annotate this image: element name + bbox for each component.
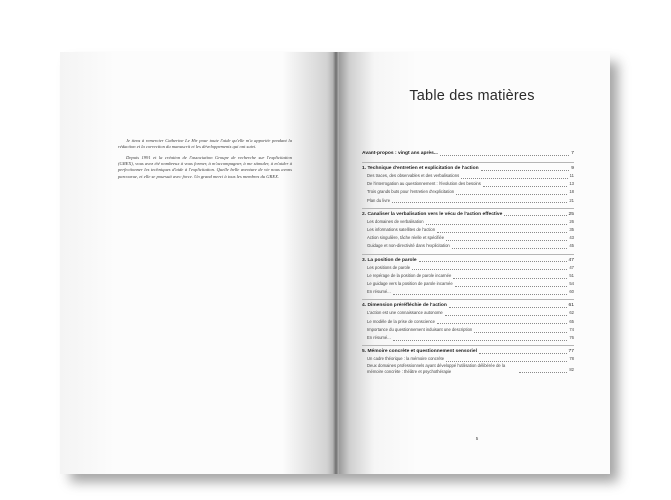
leader-dots (504, 215, 566, 216)
toc-page-number: 61 (568, 303, 574, 309)
toc-page-number: 62 (569, 310, 574, 316)
leader-dots (393, 294, 568, 295)
leader-dots (456, 194, 567, 195)
toc-entry-label: Deux domaines professionnels ayant développé l'utilisation délibérée de la mémoire concrète : théâtre et psychothérapie (367, 363, 506, 375)
toc-section (362, 254, 574, 297)
toc-section (362, 345, 574, 374)
toc-item (362, 334, 574, 342)
toc-entry-label: 5. Mémoire concrète et questionnement sensoriel (362, 349, 477, 355)
toc-page-number: 76 (569, 335, 574, 341)
toc-item (362, 188, 574, 196)
page-number: 5 (475, 436, 479, 441)
toc-chapter (362, 165, 574, 172)
toc-item (362, 272, 574, 280)
toc-item (362, 226, 574, 234)
leader-dots (412, 269, 567, 270)
leader-dots (445, 315, 568, 316)
leader-dots (479, 353, 567, 354)
toc-page-number: 60 (569, 289, 574, 295)
leader-dots (419, 261, 567, 262)
toc-page-number: 43 (569, 235, 574, 241)
leader-dots (519, 372, 567, 373)
toc-page-number: 9 (571, 166, 574, 171)
toc-page-number: 51 (569, 272, 574, 278)
toc-item (362, 288, 574, 296)
toc-page-number: 45 (569, 243, 574, 249)
leader-dots (453, 278, 567, 279)
toc-foreword (362, 150, 574, 157)
book-spine (333, 52, 339, 474)
toc-entry-label: Un cadre théorique : la mémoire concrète (367, 356, 445, 362)
leader-dots (481, 170, 570, 171)
toc-entry-label: Des traces, des observables et des verbalisations (367, 173, 460, 178)
toc-item (362, 218, 574, 226)
table-of-contents (362, 150, 574, 375)
toc-entry-label: 3. La position de parole (362, 257, 417, 263)
leader-dots (437, 232, 567, 233)
toc-page-number: 18 (569, 189, 574, 195)
toc-page-number: 35 (569, 227, 574, 233)
toc-chapter (362, 302, 574, 309)
acknowledgement-paragraph: Je tiens à remercier Catherine Le Hir pour toute l'aide qu'elle m'a apportée pendant la rédaction et la correction du manuscrit et les développements qui ont suivi. (118, 138, 292, 150)
toc-entry-label: Les domaines de verbalisation (367, 218, 424, 224)
toc-entry-label: 1. Technique d'entretien et explicitation de l'action (362, 166, 479, 171)
leader-dots (437, 323, 567, 324)
acknowledgement-paragraph: Depuis 1991 et la création de l'association Groupe de recherche sur l'explicitation (GREX), vous avez été nombreux à vous former, à m'accompagner, à me stimuler, à m'aider à perfectionner les techniques d'aide à l'explicitation. Quelle belle aventure de vie nous avons parcourue, et elle se poursuit avec force. Un grand merci à tous les membres du GREX. (118, 154, 292, 179)
toc-item (362, 326, 574, 334)
toc-page-number: 7 (571, 151, 574, 156)
toc-entry-label: Avant-propos : vingt ans après... (362, 151, 438, 156)
leader-dots (446, 240, 567, 241)
leader-dots (449, 307, 567, 308)
toc-entry-label: Les positions de parole (367, 264, 411, 270)
toc-page-number: 65 (569, 318, 574, 324)
toc-page-number: 74 (569, 326, 574, 332)
toc-page-number: 26 (569, 218, 574, 224)
toc-entry-label: Guidage et non-directivité dans l'explicitation (367, 243, 450, 249)
toc-entry-label: Le repérage de la position de parole incarnée (367, 272, 452, 278)
toc-entry-label: De l'interrogation au questionnement : l'évolution des besoins (367, 181, 481, 187)
toc-item (362, 318, 574, 326)
toc-page-number: 21 (569, 197, 574, 203)
leader-dots (440, 155, 569, 156)
toc-page-number: 25 (568, 211, 574, 217)
left-page (60, 52, 338, 474)
toc-section (362, 208, 574, 251)
leader-dots (455, 286, 568, 287)
leader-dots (483, 186, 568, 187)
leader-dots (452, 248, 568, 249)
leader-dots (426, 224, 568, 225)
toc-entry-label: 4. Dimension préréfléchie de l'action (362, 303, 447, 309)
toc-item (362, 180, 574, 188)
toc-entry-label: Importance du questionnement induisant une description (367, 326, 473, 332)
toc-item (362, 280, 574, 288)
toc-title: Table des matières (409, 88, 535, 104)
leader-dots (461, 178, 567, 179)
toc-entry-label: Le guidage vers la position de parole incarnée (367, 281, 453, 287)
toc-entry-label: En résumé... (367, 289, 391, 295)
toc-entry-label: L'action est une connaissance autonome (367, 310, 443, 316)
toc-page-number: 11 (569, 173, 574, 178)
toc-entry-label: Les informations satellites de l'action (367, 227, 436, 233)
toc-item (362, 234, 574, 242)
toc-page-number: 54 (569, 281, 574, 287)
toc-page-number: 77 (568, 349, 574, 355)
toc-page-number: 82 (569, 367, 574, 373)
toc-entry-label: Plan du livre (367, 197, 391, 203)
leader-dots (392, 202, 567, 203)
toc-chapter (362, 211, 574, 218)
toc-item (362, 355, 574, 363)
acknowledgements (118, 138, 292, 180)
toc-entry-label: Le modèle de la prise de conscience (367, 318, 435, 324)
toc-chapter (362, 257, 574, 264)
toc-section (362, 162, 574, 205)
toc-item (362, 309, 574, 317)
toc-item (362, 242, 574, 250)
toc-item (362, 264, 574, 272)
toc-entry-label: Action singulière, tâche réelle et spécifiée (367, 235, 445, 241)
toc-entry-label: Trois grands buts pour l'entretien d'explicitation (367, 189, 455, 195)
toc-page-number: 13 (569, 181, 574, 187)
toc-page-number: 78 (569, 356, 574, 362)
toc-item (362, 197, 574, 205)
leader-dots (446, 361, 567, 362)
leader-dots (393, 340, 568, 341)
toc-chapter (362, 348, 574, 355)
toc-entry-label: 2. Canaliser la verbalisation vers le vécu de l'action effective (362, 211, 503, 217)
toc-entry-label: En résumé... (367, 335, 391, 341)
toc-page-number: 47 (568, 257, 574, 263)
toc-item (362, 363, 574, 374)
toc-item (362, 172, 574, 180)
toc-page-number: 47 (569, 264, 574, 270)
toc-section (362, 299, 574, 342)
leader-dots (474, 332, 567, 333)
